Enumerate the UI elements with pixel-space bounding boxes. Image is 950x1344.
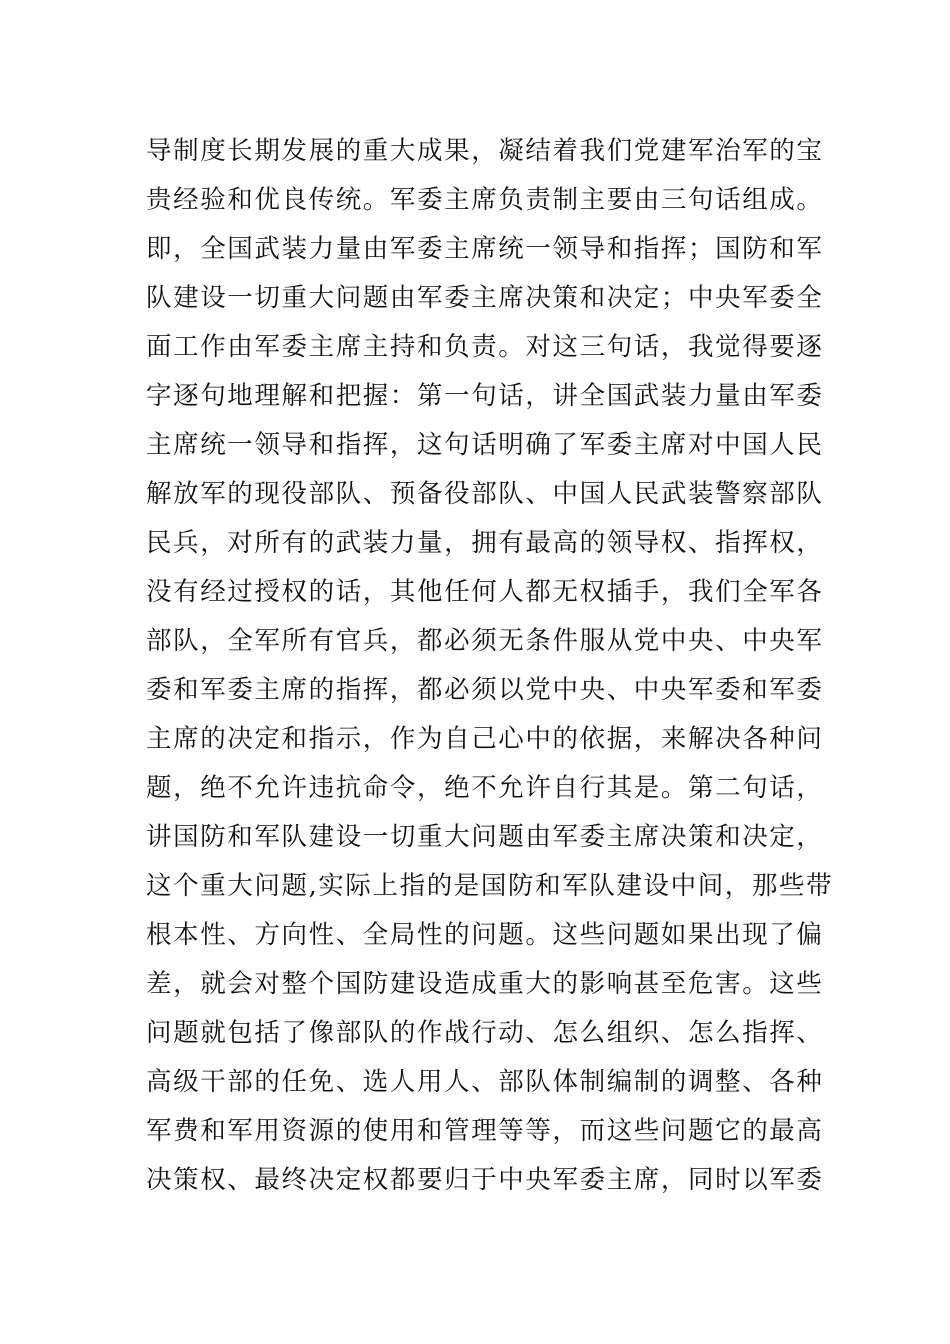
text-line: 决策权、最终决定权都要归于中央军委主席，同时以军委 [146,1165,824,1195]
body-text [146,127,834,1205]
text-line: 没有经过授权的话，其他任何人都无权插手，我们全军各 [146,577,824,607]
text-line: 问题就包括了像部队的作战行动、怎么组织、怎么指挥、 [146,1018,824,1048]
text-line: 这个重大问题,实际上指的是国防和军队建设中间，那些带 [146,871,834,901]
text-line: 导制度长期发展的重大成果，凝结着我们党建军治军的宝 [146,136,824,166]
text-line: 委和军委主席的指挥，都必须以党中央、中央军委和军委 [146,675,824,705]
text-line: 面工作由军委主席主持和负责。对这三句话，我觉得要逐 [146,332,824,362]
text-line: 主席的决定和指示，作为自己心中的依据，来解决各种问 [146,724,824,754]
text-line: 民兵，对所有的武装力量，拥有最高的领导权、指挥权， [146,528,824,558]
text-line: 字逐句地理解和把握：第一句话，讲全国武装力量由军委 [146,381,824,411]
text-line: 队建设一切重大问题由军委主席决策和决定；中央军委全 [146,283,824,313]
text-line: 贵经验和优良传统。军委主席负责制主要由三句话组成。 [146,185,824,215]
text-line: 题，绝不允许违抗命令，绝不允许自行其是。第二句话， [146,773,824,803]
text-line: 部队，全军所有官兵，都必须无条件服从党中央、中央军 [146,626,824,656]
text-line: 根本性、方向性、全局性的问题。这些问题如果出现了偏 [146,920,824,950]
text-line: 高级干部的任免、选人用人、部队体制编制的调整、各种 [146,1067,824,1097]
text-line: 差，就会对整个国防建设造成重大的影响甚至危害。这些 [146,969,824,999]
text-line: 主席统一领导和指挥，这句话明确了军委主席对中国人民 [146,430,824,460]
text-line: 军费和军用资源的使用和管理等等，而这些问题它的最高 [146,1116,824,1146]
text-line: 讲国防和军队建设一切重大问题由军委主席决策和决定， [146,822,824,852]
text-line: 即，全国武装力量由军委主席统一领导和指挥；国防和军 [146,234,824,264]
text-line: 解放军的现役部队、预备役部队、中国人民武装警察部队 [146,479,824,509]
